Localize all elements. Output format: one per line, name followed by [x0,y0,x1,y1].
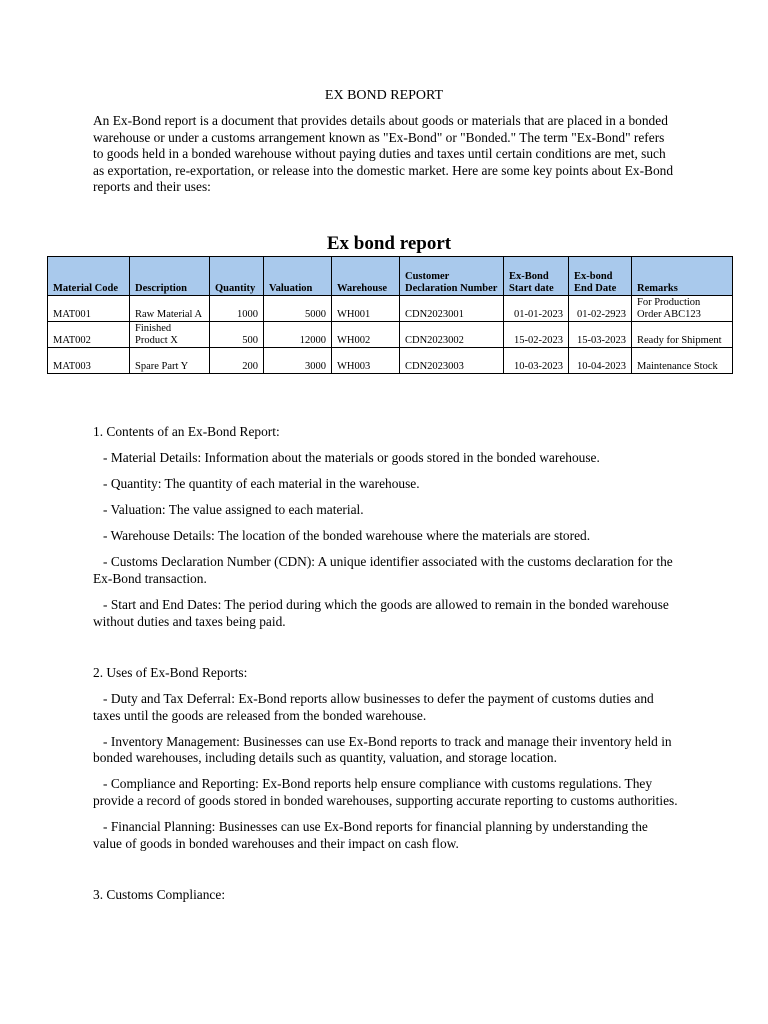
header-material-code: Material Code [48,257,130,296]
cell-quantity: 200 [210,348,264,374]
cell-warehouse: WH001 [332,296,400,322]
intro-paragraph: An Ex-Bond report is a document that provides details about goods or materials that are placed in a bonded warehouse or under a customs arrangement known as "Ex-Bond" or "Bonded." The term "Ex-Bond" refers to goods held in a bonded warehouse without paying duties and taxes until certain conditions are met, such as exportation, re-exportation, or release into the domestic market. Here are some key points about Ex-Bond reports and their uses: [93,113,674,195]
cell-description: Raw Material A [130,296,210,322]
cell-end-date: 01-02-2923 [569,296,632,322]
cell-start-date: 10-03-2023 [504,348,569,374]
list-item: - Quantity: The quantity of each material in the warehouse. [103,476,420,492]
document-title: EX BOND REPORT [324,88,444,103]
cell-quantity: 1000 [210,296,264,322]
cell-material-code: MAT001 [48,296,130,322]
list-item: - Start and End Dates: The period during which the goods are allowed to remain in the bonded warehouse without duties and taxes being paid. [93,597,669,629]
list-item: - Duty and Tax Deferral: Ex-Bond reports allow businesses to defer the payment of customs duties and taxes until the goods are released from the bonded warehouse. [93,690,654,723]
cell-valuation: 5000 [264,296,332,322]
list-item: - Valuation: The value assigned to each material. [103,502,364,518]
cell-warehouse: WH002 [332,322,400,348]
cell-valuation: 3000 [264,348,332,374]
header-start-date: Ex-Bond Start date [504,257,569,296]
cell-cdn: CDN2023001 [400,296,504,322]
cell-start-date: 01-01-2023 [504,296,569,322]
list-item: - Warehouse Details: The location of the bonded warehouse where the materials are stored. [103,528,591,544]
header-end-date: Ex-bond End Date [569,257,632,296]
cell-remarks: Maintenance Stock [632,348,733,374]
ex-bond-table [47,256,733,374]
cell-remarks: For Production Order ABC123 [632,296,733,322]
table-header-row [48,257,733,296]
header-customer-declaration-number: Customer Declaration Number [400,257,504,296]
section-heading: 3. Customs Compliance: [93,886,226,902]
cell-remarks: Ready for Shipment [632,322,733,348]
cell-description: Spare Part Y [130,348,210,374]
cell-end-date: 10-04-2023 [569,348,632,374]
table-row [48,296,733,322]
cell-quantity: 500 [210,322,264,348]
cell-cdn: CDN2023003 [400,348,504,374]
cell-valuation: 12000 [264,322,332,348]
cell-cdn: CDN2023002 [400,322,504,348]
list-item: - Financial Planning: Businesses can use Ex-Bond reports for financial planning by understanding the value of goods in bonded warehouses and their impact on cash flow. [93,819,648,851]
header-remarks: Remarks [632,257,733,296]
header-warehouse: Warehouse [332,257,400,296]
table-row [48,348,733,374]
report-sections [93,424,678,913]
cell-end-date: 15-03-2023 [569,322,632,348]
table-title: Ex bond report [326,233,452,254]
list-item: - Material Details: Information about the materials or goods stored in the bonded warehouse. [103,450,600,466]
cell-start-date: 15-02-2023 [504,322,569,348]
cell-description: Finished Product X [130,322,210,348]
section-heading: 1. Contents of an Ex-Bond Report: [93,424,280,439]
cell-material-code: MAT002 [48,322,130,348]
cell-warehouse: WH003 [332,348,400,374]
cell-material-code: MAT003 [48,348,130,374]
list-item: - Compliance and Reporting: Ex-Bond reports help ensure compliance with customs regulations. They provide a record of goods stored in bonded warehouses, supporting accurate reporting to customs authorities. [93,776,678,808]
table-row [48,322,733,348]
header-valuation: Valuation [264,257,332,296]
list-item: - Customs Declaration Number (CDN): A unique identifier associated with the customs declaration for the Ex-Bond transaction. [93,554,673,587]
header-quantity: Quantity [210,257,264,296]
section-heading: 2. Uses of Ex-Bond Reports: [93,664,248,680]
list-item: - Inventory Management: Businesses can use Ex-Bond reports to track and manage their inventory held in bonded warehouses, including details such as quantity, valuation, and storage location. [93,733,672,766]
header-description: Description [130,257,210,296]
